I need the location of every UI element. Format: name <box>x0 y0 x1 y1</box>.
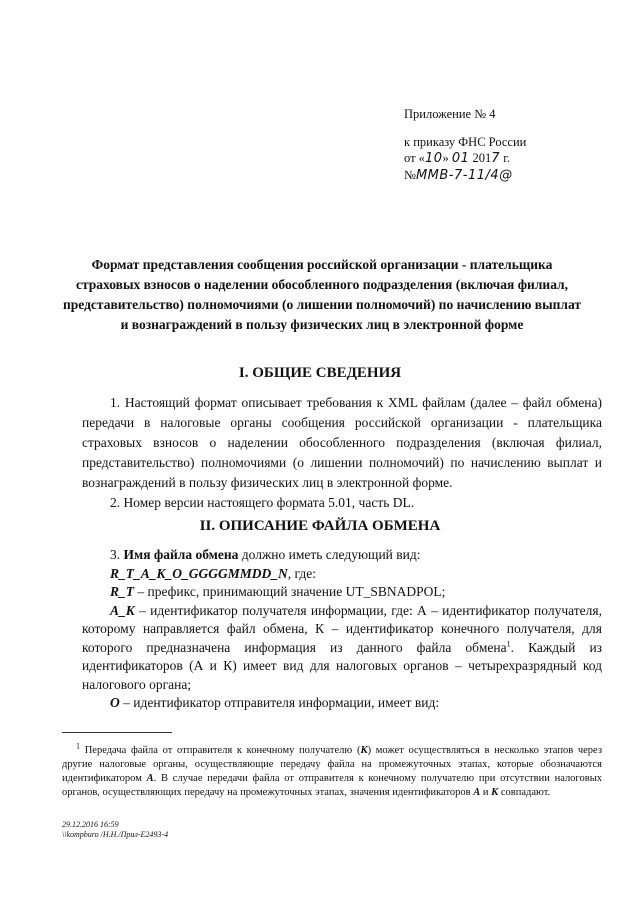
order-number: №ММВ-7-11/4@ <box>404 168 513 183</box>
order-number-value: ММВ-7-11/4@ <box>415 168 513 183</box>
print-metadata <box>62 820 168 840</box>
order-reference: к приказу ФНС России <box>404 135 527 149</box>
section-heading-general: I. ОБЩИЕ СВЕДЕНИЯ <box>238 365 402 381</box>
footnote-ref: 1 <box>506 639 511 648</box>
paragraph-3: 3. Имя файла обмена должно иметь следующий вид: <box>110 547 421 562</box>
file-name-pattern: R_T_A_K_O_GGGGMMDD_N, где: <box>110 565 316 581</box>
print-timestamp: 29.12.2016 16:59 <box>62 820 119 829</box>
sender-definition: O – идентификатор отправителя информации, имеет вид: <box>110 695 440 710</box>
section-file-body <box>82 546 602 713</box>
footnote-divider <box>62 732 172 733</box>
date-year-digit: 7 <box>491 151 501 166</box>
file-path: \\kompburo /Н.Н./Прил-Е2493-4 <box>62 830 169 839</box>
date-month: 01 <box>451 151 470 166</box>
recipient-definition: A_K – идентификатор получателя информации, где: А – идентификатор получателя, которому направляется файл обмена, К – идентификатор конечного получателя, для которого предназначена информация из данного файла обмена$^1$. Каждый из идентификаторов (А и К) имеет вид для налоговых органов – четырехразрядный код налогового органа; <box>82 602 602 692</box>
paragraph-1: 1. Настоящий формат описывает требования к XML файлам (далее – файл обмена) передачи в налоговые органы сообщения российской организации - плательщика страховых взносов о наделении обособленного подразделения (включая филиал, представительство) полномочиями (о лишении полномочий) по начислению выплат и вознаграждений в пользу физических лиц в электронной форме. <box>82 395 602 490</box>
document-title: Формат представления сообщения российской организации - плательщика страховых взносов о наделении обособленного подразделения (включая филиал, представительство) полномочиями (о лишении полномочий) по начислению выплат и вознаграждений в пользу физических лиц в электронной форме <box>62 257 581 332</box>
appendix-header <box>404 106 526 184</box>
section-heading-file: II. ОПИСАНИЕ ФАЙЛА ОБМЕНА <box>199 518 441 534</box>
date-day: 10 <box>424 151 443 166</box>
footnote: $^1$ Передача файла от отправителя к конечному получателю (К) может осуществляться в несколько этапов через другие налоговые органы, осуществляющие передачу файла на промежуточных этапах, которые обозначаются идентификатором А. В случае передачи файла от отправителя к конечному получателю при отсутствии налоговых органов, осуществляющих передачу на промежуточных этапах, значения идентификаторов А и К совпадают. <box>62 741 602 798</box>
order-date: от «10» 01 2017 г. <box>404 151 511 166</box>
prefix-definition: R_T – префикс, принимающий значение UT_SBNADPOL; <box>110 584 446 599</box>
section-general-body <box>82 393 602 513</box>
appendix-number: Приложение № 4 <box>404 107 496 121</box>
paragraph-2: 2. Номер версии настоящего формата 5.01, часть DL. <box>110 495 415 510</box>
